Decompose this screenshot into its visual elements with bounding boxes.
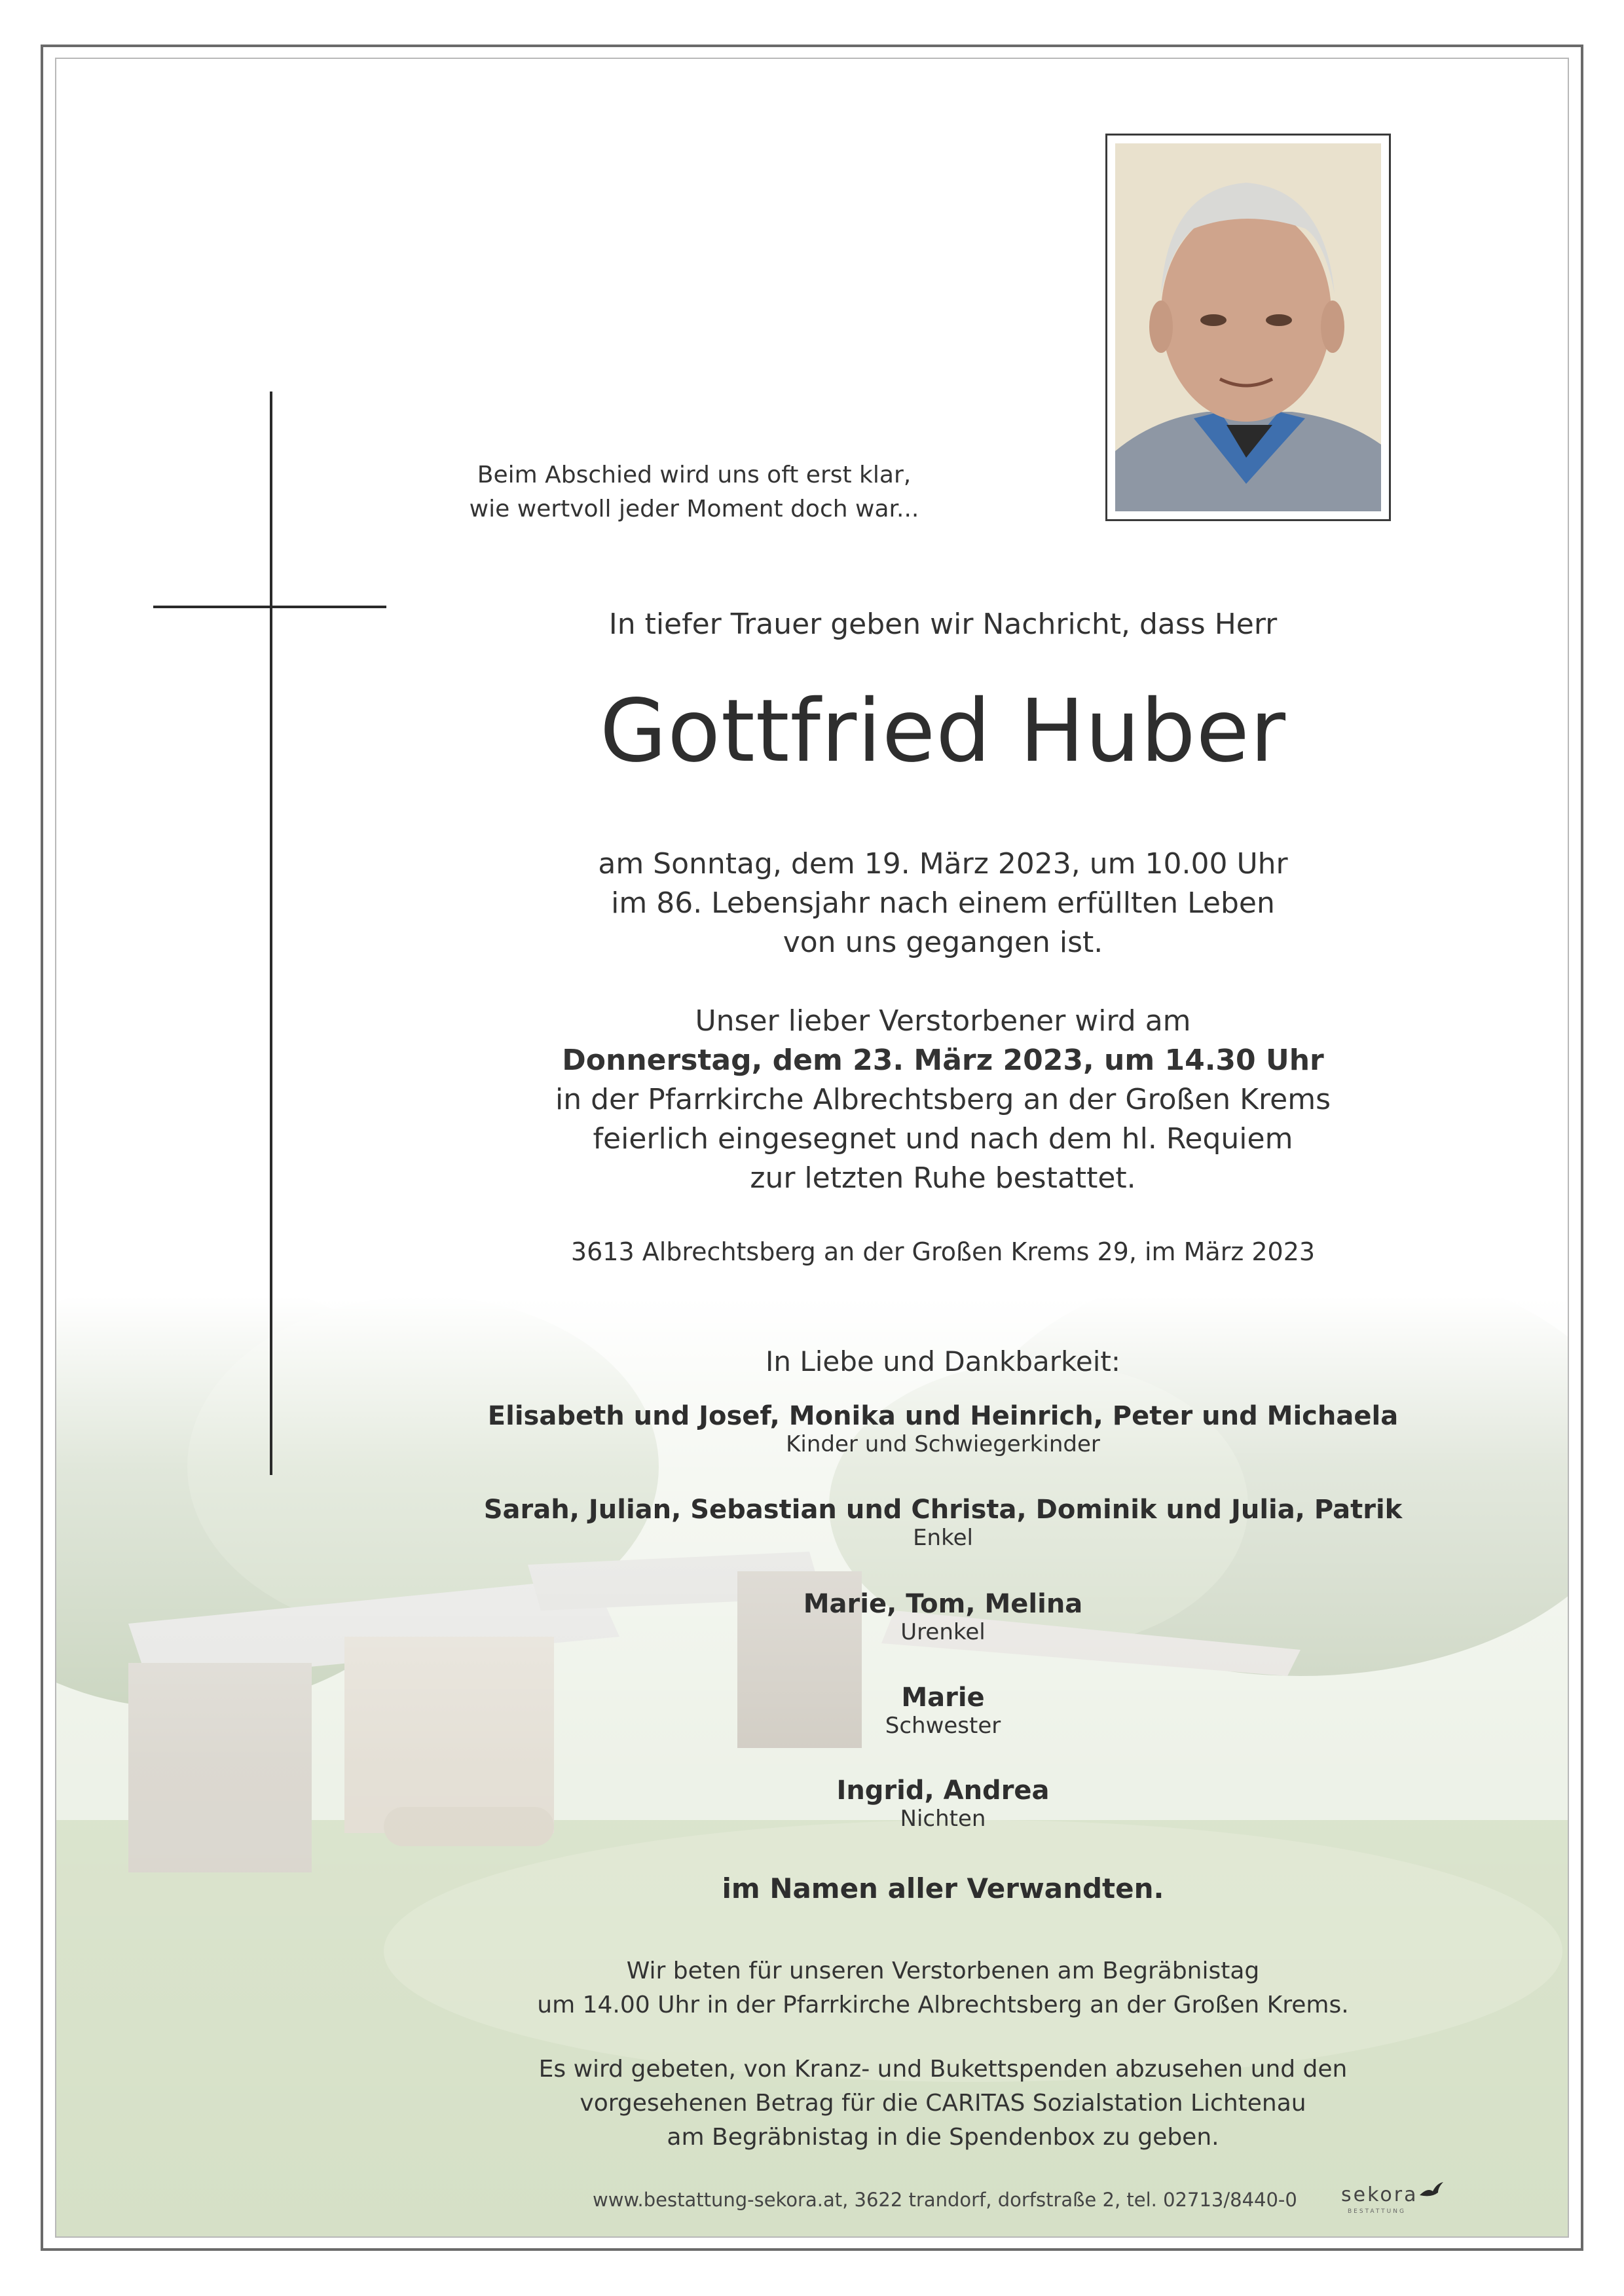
logo-name: sekora: [1341, 2183, 1418, 2206]
mourner-relation: Nichten: [900, 1806, 986, 1832]
donation-line-1: Es wird gebeten, von Kranz- und Bukettspenden abzusehen und den: [538, 2056, 1348, 2083]
donation-line-3: am Begräbnistag in die Spendenbox zu geben.: [667, 2124, 1219, 2151]
poem-line-2: wie wertvoll jeder Moment doch war...: [469, 496, 919, 522]
mourner-relation: Enkel: [913, 1525, 973, 1551]
poem-line-1: Beim Abschied wird uns oft erst klar,: [477, 462, 912, 488]
funeral-line-1: Unser lieber Verstorbener wird am: [695, 1004, 1191, 1038]
mourner-group-2: [393, 1495, 1493, 1551]
prayer-line-2: um 14.00 Uhr in der Pfarrkirche Albrechtsberg an der Großen Krems.: [537, 1992, 1349, 2018]
logo-subtitle: BESTATTUNG: [1348, 2208, 1406, 2215]
sekora-logo: [1341, 2183, 1446, 2220]
funeral-line-4: feierlich eingesegnet und nach dem hl. Requiem: [593, 1122, 1293, 1156]
death-line-3: von uns gegangen ist.: [783, 926, 1103, 959]
poem: [458, 458, 930, 526]
mourner-group-4: [393, 1683, 1493, 1739]
mourner-relation: Urenkel: [900, 1619, 986, 1645]
relatives-line: im Namen aller Verwandten.: [722, 1872, 1164, 1904]
prayer-line-1: Wir beten für unseren Verstorbenen am Begräbnistag: [626, 1958, 1260, 1984]
love-line: In Liebe und Dankbarkeit:: [765, 1345, 1120, 1377]
cross-horizontal-bar: [153, 606, 386, 608]
place-date: 3613 Albrechtsberg an der Großen Krems 29, im März 2023: [570, 1237, 1316, 1266]
death-notice: [393, 845, 1493, 962]
death-line-1: am Sonntag, dem 19. März 2023, um 10.00 Uhr: [598, 847, 1288, 881]
mourner-group-3: [393, 1589, 1493, 1645]
mourner-relation: Schwester: [885, 1713, 1001, 1739]
mourner-group-1: [393, 1401, 1493, 1457]
donation-line-2: vorgesehenen Betrag für die CARITAS Sozialstation Lichtenau: [580, 2090, 1306, 2117]
mourner-relation: Kinder und Schwiegerkinder: [786, 1431, 1100, 1457]
mourner-names: Ingrid, Andrea: [836, 1776, 1050, 1806]
funeral-line-5: zur letzten Ruhe bestattet.: [750, 1161, 1136, 1195]
death-line-2: im 86. Lebensjahr nach einem erfüllten Leben: [611, 886, 1275, 920]
donation-note: [393, 2052, 1493, 2155]
funeral-date: Donnerstag, dem 23. März 2023, um 14.30 Uhr: [562, 1044, 1324, 1077]
intro-text: In tiefer Trauer geben wir Nachricht, dass Herr: [608, 608, 1278, 641]
prayer-note: [393, 1954, 1493, 2022]
mourner-names: Sarah, Julian, Sebastian und Christa, Dominik und Julia, Patrik: [483, 1495, 1403, 1525]
bird-icon: [1418, 2181, 1445, 2200]
mourner-group-5: [393, 1776, 1493, 1832]
cross-vertical-bar: [270, 392, 272, 1475]
mourner-names: Elisabeth und Josef, Monika und Heinrich, Peter und Michaela: [487, 1401, 1399, 1431]
deceased-name: Gottfried Huber: [599, 681, 1287, 782]
footer-contact: www.bestattung-sekora.at, 3622 trandorf, dorfstraße 2, tel. 02713/8440-0: [593, 2189, 1297, 2211]
funeral-notice: [393, 1002, 1493, 1198]
funeral-line-3: in der Pfarrkirche Albrechtsberg an der Großen Krems: [555, 1083, 1331, 1116]
mourner-names: Marie: [901, 1683, 985, 1713]
mourner-names: Marie, Tom, Melina: [803, 1589, 1083, 1619]
portrait-photo: [1105, 134, 1391, 521]
